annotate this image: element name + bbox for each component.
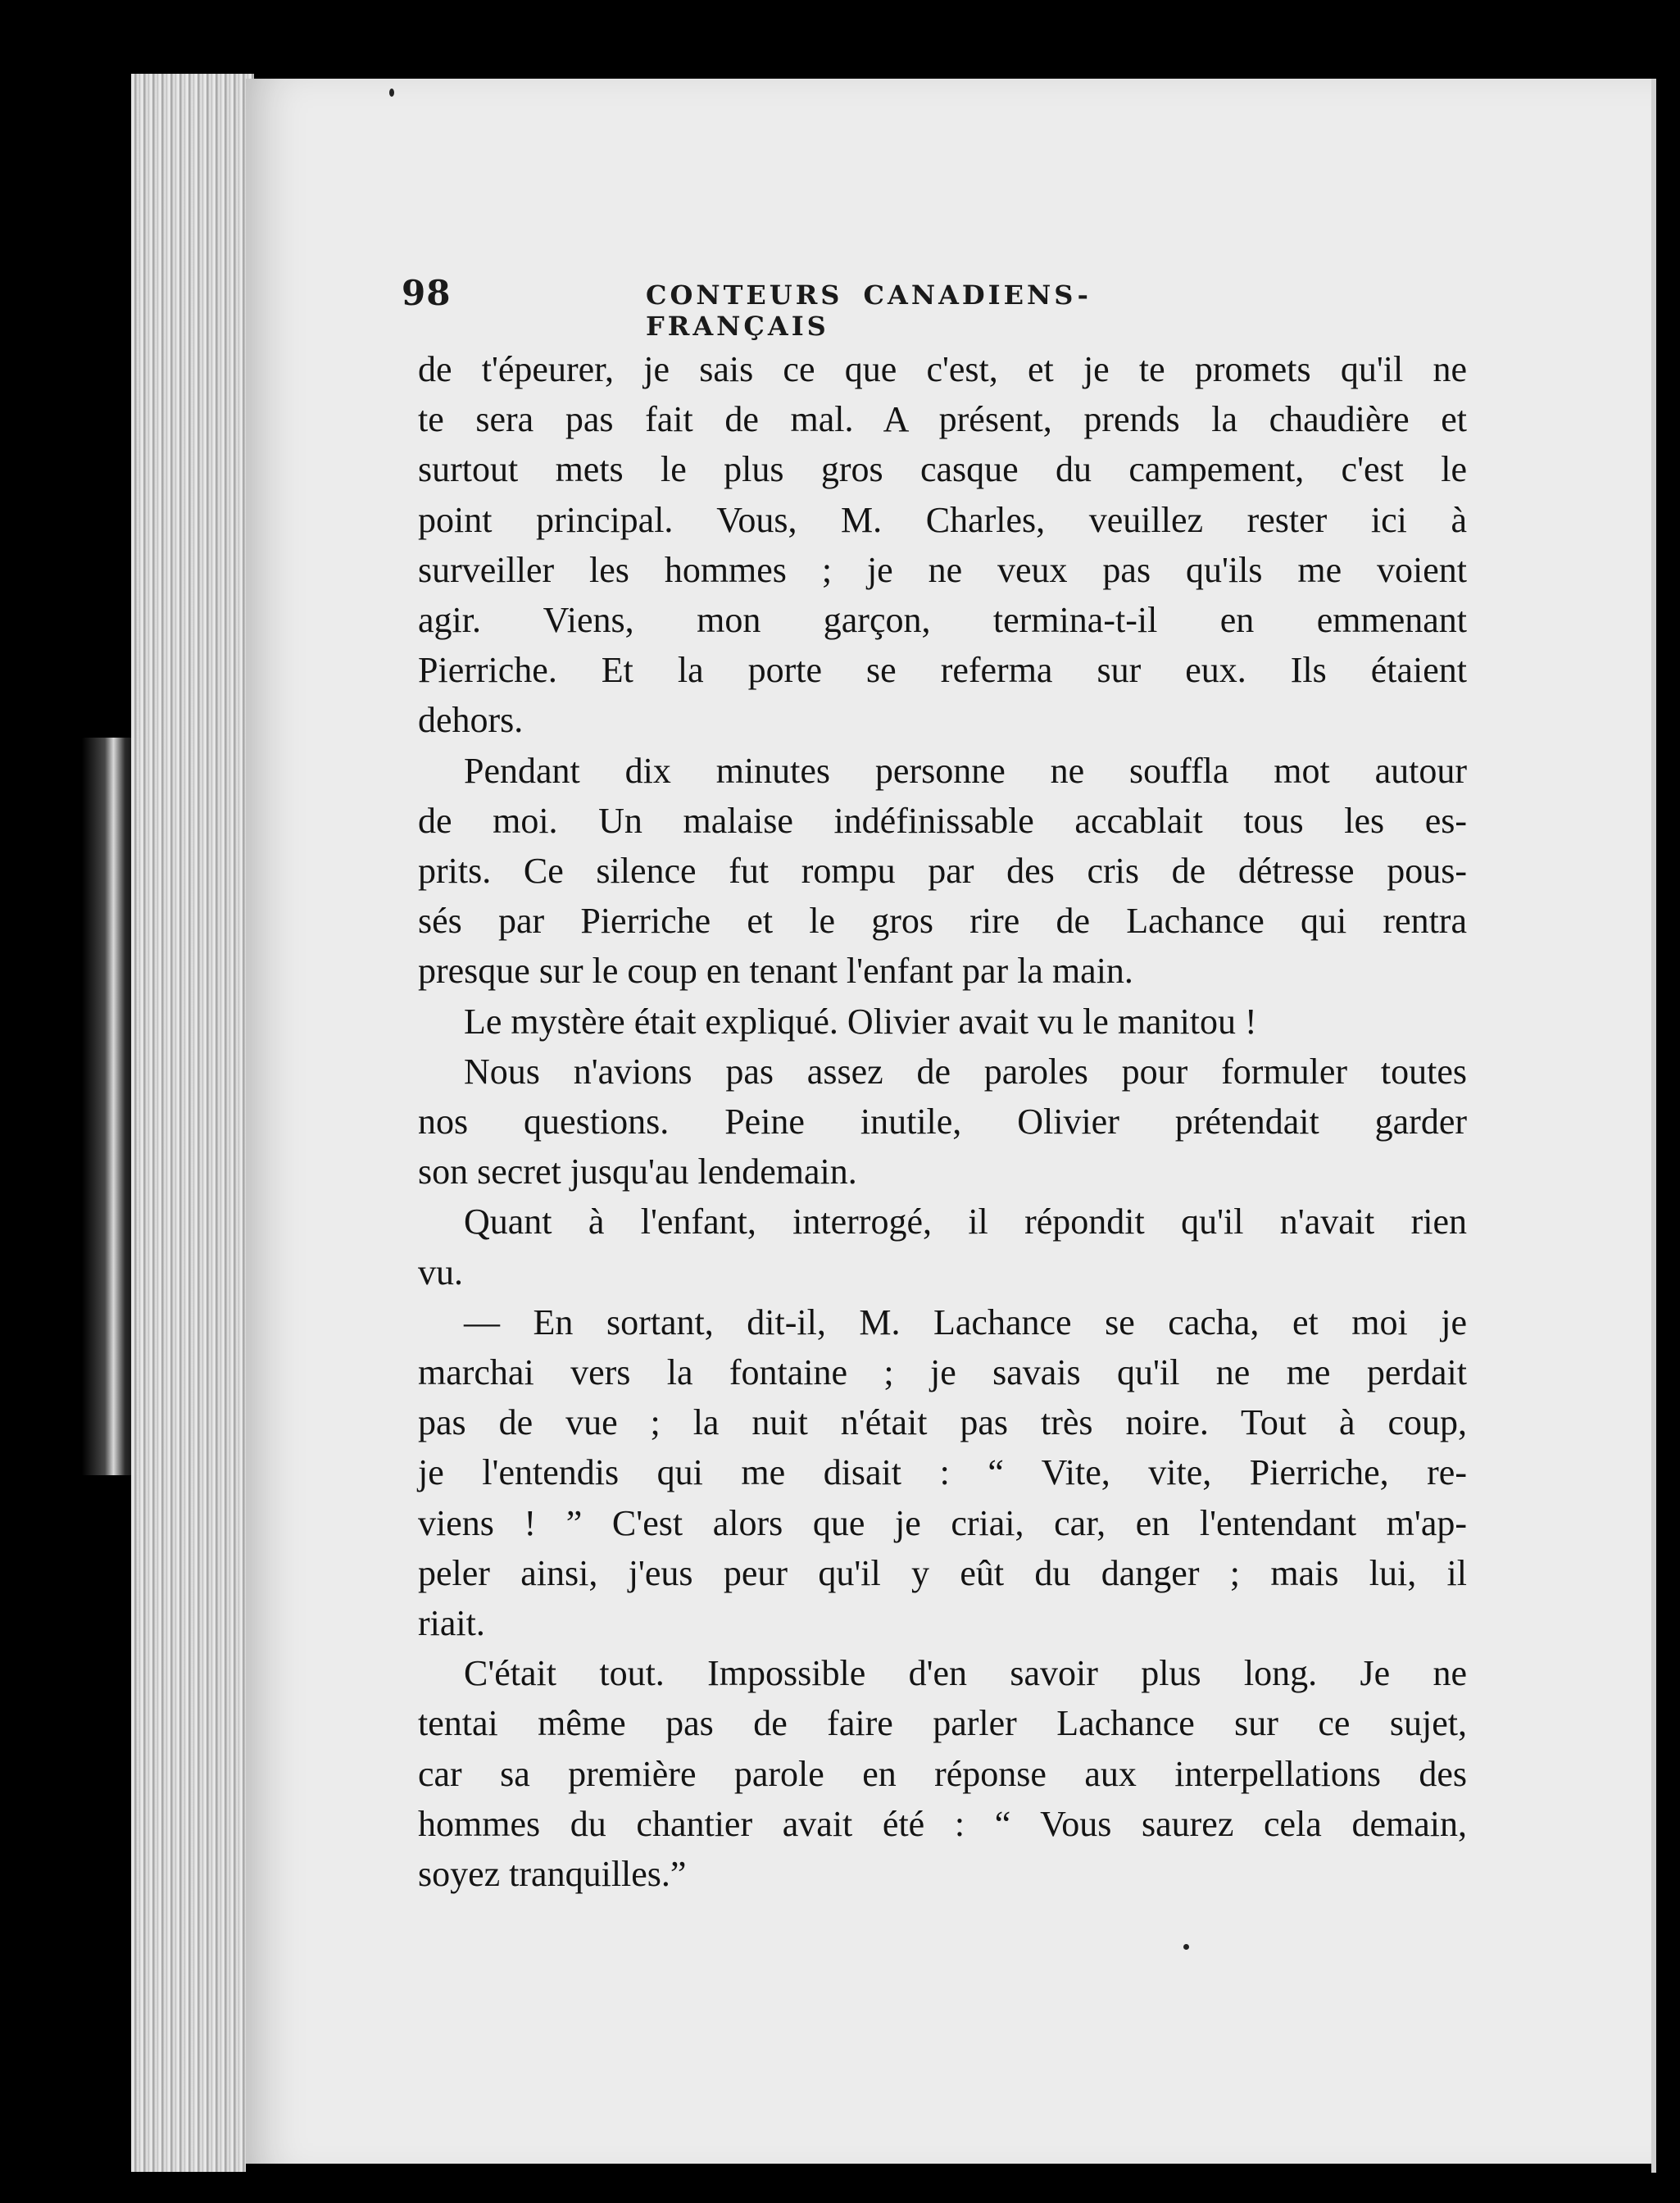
page-header — [402, 273, 1237, 342]
text-line: car sa première parole en réponse aux interpellations des — [418, 1753, 1467, 1794]
text-line: de t'épeurer, je sais ce que c'est, et je te promets qu'il ne — [418, 349, 1467, 389]
text-line: te sera pas fait de mal. A présent, prends la chaudière et — [418, 399, 1467, 440]
text-line: Le mystère était expliqué. Olivier avait vu le manitou ! — [464, 1001, 1257, 1042]
text-line: prits. Ce silence fut rompu par des cris de détresse pous- — [418, 851, 1467, 892]
body-text — [418, 344, 1467, 1899]
text-line: peler ainsi, j'eus peur qu'il y eût du danger ; mais lui, il — [418, 1552, 1467, 1593]
text-line: presque sur le coup en tenant l'enfant par la main. — [418, 951, 1133, 992]
text-line: C'était tout. Impossible d'en savoir plus long. Je ne — [464, 1653, 1467, 1694]
text-line: je l'entendis qui me disait : “ Vite, vite, Pierriche, re- — [418, 1452, 1467, 1493]
page-bottom-shadow — [246, 2164, 1651, 2203]
page-number: 98 — [402, 273, 452, 313]
text-line: Pendant dix minutes personne ne souffla mot autour — [464, 750, 1467, 791]
text-line: hommes du chantier avait été : “ Vous saurez cela demain, — [418, 1803, 1467, 1844]
text-line: soyez tranquilles.” — [418, 1854, 687, 1895]
text-line: surveiller les hommes ; je ne veux pas qu'ils me voient — [418, 549, 1467, 590]
text-line: nos questions. Peine inutile, Olivier prétendait garder — [418, 1102, 1467, 1142]
text-line: riait. — [418, 1603, 485, 1644]
text-line: surtout mets le plus gros casque du campement, c'est le — [418, 449, 1467, 490]
text-line: Quant à l'enfant, interrogé, il répondit qu'il n'avait rien — [464, 1201, 1467, 1242]
ink-speck — [389, 89, 394, 97]
text-line: — En sortant, dit-il, M. Lachance se cacha, et moi je — [464, 1301, 1467, 1342]
page-stack-edges — [131, 74, 254, 2172]
running-title: CONTEURS CANADIENS-FRANÇAIS — [646, 279, 1092, 342]
text-line: Pierriche. Et la porte se referma sur eux. Ils étaient — [418, 650, 1467, 691]
text-line: pas de vue ; la nuit n'était pas très noire. Tout à coup, — [418, 1402, 1467, 1443]
text-line: point principal. Vous, M. Charles, veuillez rester ici à — [418, 499, 1467, 540]
text-line: tentai même pas de faire parler Lachance sur ce sujet, — [418, 1703, 1467, 1744]
text-line: vu. — [418, 1251, 463, 1292]
text-line: dehors. — [418, 700, 524, 741]
text-line: Nous n'avions pas assez de paroles pour formuler toutes — [464, 1051, 1467, 1092]
text-line: de moi. Un malaise indéfinissable accablait tous les es- — [418, 800, 1467, 841]
text-line: agir. Viens, mon garçon, termina-t-il en emmenant — [418, 600, 1467, 641]
ink-speck — [1183, 1944, 1189, 1950]
text-line: son secret jusqu'au lendemain. — [418, 1151, 857, 1192]
text-line: sés par Pierriche et le gros rire de Lachance qui rentra — [418, 901, 1467, 942]
text-line: viens ! ” C'est alors que je criai, car, en l'entendant m'ap- — [418, 1502, 1467, 1543]
text-line: marchai vers la fontaine ; je savais qu'il ne me perdait — [418, 1352, 1467, 1393]
